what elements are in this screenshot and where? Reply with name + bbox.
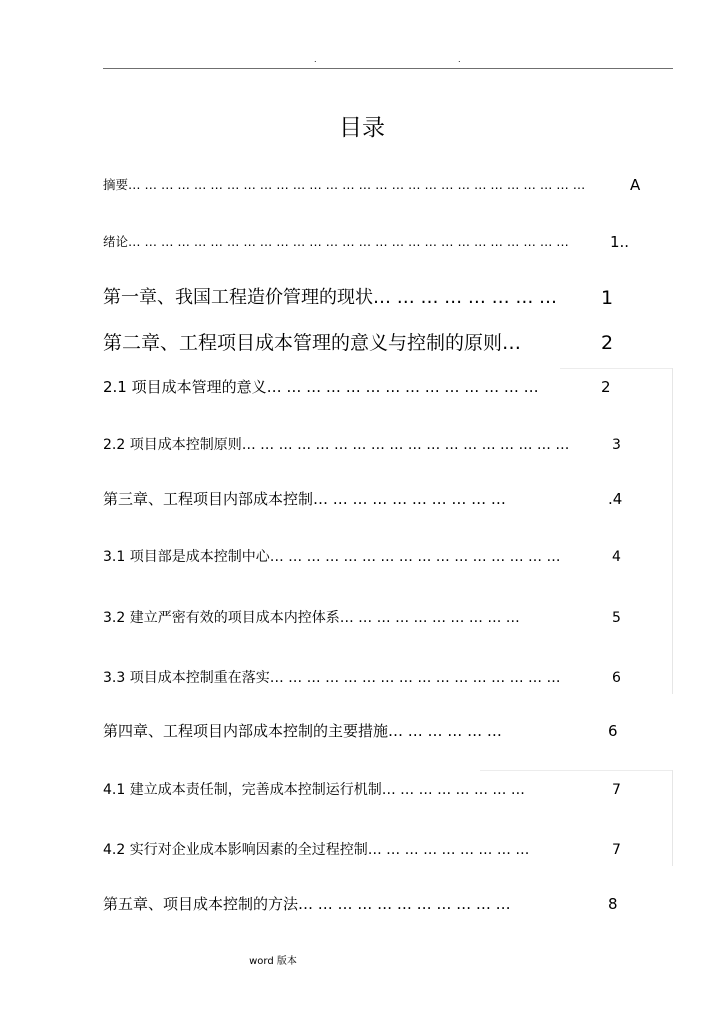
section-border-top	[480, 770, 672, 771]
toc-entry-page: .4	[608, 489, 623, 508]
header-rule	[103, 68, 673, 69]
toc-entry-text: 第二章、工程项目成本管理的意义与控制的原则…	[103, 331, 522, 354]
header-dot-right: .	[458, 55, 461, 64]
footer-label: word 版本	[249, 956, 297, 967]
toc-entry-text: 第一章、我国工程造价管理的现状… … … … … … … …	[103, 287, 558, 308]
toc-entry-text: 绪论… … … … … … … … … … … … … … … … … … … … … … … … … … …	[103, 233, 569, 249]
toc-entry-text: 摘要… … … … … … … … … … … … … … … … … … … … … … … … … … … …	[103, 176, 586, 192]
toc-entry-text: 2.2 项目成本控制原则… … … … … … … … … … … … … … … … … …	[103, 437, 570, 453]
toc-entry-text: 第四章、工程项目内部成本控制的主要措施… … … … … …	[103, 721, 502, 740]
page-title: 目录	[339, 115, 385, 141]
toc-entry-page: 2	[601, 377, 611, 396]
toc-entry-page: 8	[608, 894, 618, 913]
section-border-top	[560, 368, 672, 369]
toc-entry-page: 4	[612, 549, 621, 565]
toc-entry-text: 3.3 项目成本控制重在落实… … … … … … … … … … … … … … … …	[103, 670, 561, 686]
toc-entry-page: 7	[612, 842, 621, 858]
toc-entry-page: 6	[612, 670, 621, 686]
toc-entry-page: 3	[612, 437, 621, 453]
toc-entry-page: 1	[601, 286, 614, 309]
section-border-right	[672, 770, 673, 866]
toc-entry-text: 3.1 项目部是成本控制中心… … … … … … … … … … … … … … … …	[103, 549, 561, 565]
toc-entry-text: 第五章、项目成本控制的方法… … … … … … … … … … …	[103, 894, 511, 913]
toc-entry-text: 4.1 建立成本责任制，完善成本控制运行机制… … … … … … … …	[103, 782, 525, 798]
toc-entry-text: 2.1 项目成本管理的意义… … … … … … … … … … … … … …	[103, 377, 539, 396]
toc-entry-page: 1..	[610, 232, 630, 251]
toc-entry-page: 6	[608, 721, 618, 740]
section-border-right	[672, 368, 673, 694]
toc-entry-page: 5	[612, 610, 621, 626]
toc-entry-page: 7	[612, 782, 621, 798]
header-dot-left: .	[314, 55, 317, 64]
toc-entry-page: 2	[601, 331, 614, 354]
toc-entry-text: 第三章、工程项目内部成本控制… … … … … … … … … …	[103, 489, 506, 508]
toc-entry-text: 3.2 建立严密有效的项目成本内控体系… … … … … … … … … …	[103, 610, 520, 626]
toc-entry-text: 4.2 实行对企业成本影响因素的全过程控制… … … … … … … … …	[103, 842, 530, 858]
toc-entry-page: A	[630, 175, 641, 194]
